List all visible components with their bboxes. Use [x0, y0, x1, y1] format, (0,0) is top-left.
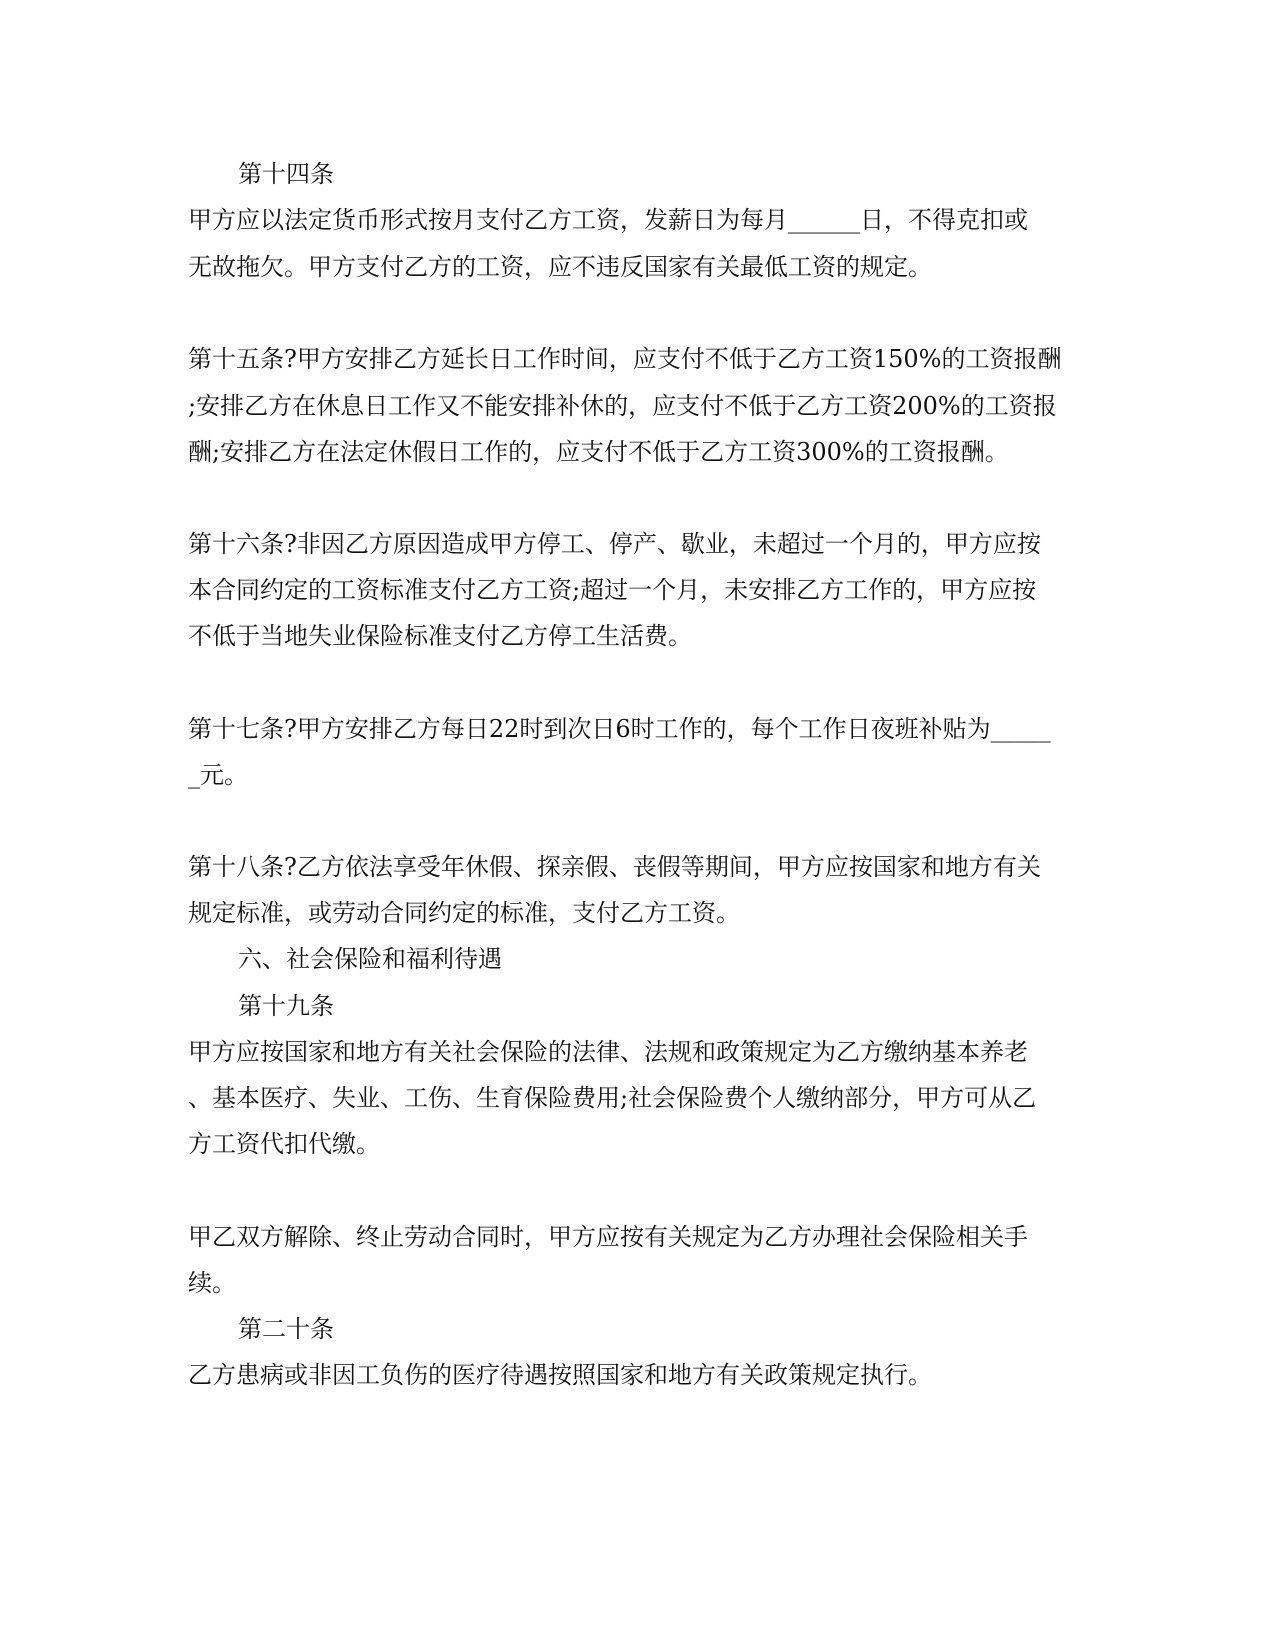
article-16-line-2: 本合同约定的工资标准支付乙方工资;超过一个月，未安排乙方工作的，甲方应按 [188, 576, 1037, 604]
article-16-line-1: 第十六条?非因乙方原因造成甲方停工、停产、歇业，未超过一个月的，甲方应按 [188, 530, 1041, 558]
section-6-heading: 六、社会保险和福利待遇 [238, 945, 502, 973]
article-15-line-2: ;安排乙方在休息日工作又不能安排补休的，应支付不低于乙方工资200%的工资报 [188, 392, 1057, 420]
article-18-line-2: 规定标准，或劳动合同约定的标准，支付乙方工资。 [188, 899, 740, 927]
article-18-line-1: 第十八条?乙方依法享受年休假、探亲假、丧假等期间，甲方应按国家和地方有关 [188, 853, 1041, 881]
article-19-line-3: 方工资代扣代缴。 [188, 1130, 380, 1158]
termination-line-1: 甲乙双方解除、终止劳动合同时，甲方应按有关规定为乙方办理社会保险相关手 [188, 1223, 1028, 1251]
article-17-line-2: _元。 [188, 761, 248, 789]
article-19-line-1: 甲方应按国家和地方有关社会保险的法律、法规和政策规定为乙方缴纳基本养老 [188, 1038, 1028, 1066]
termination-line-2: 续。 [188, 1269, 236, 1297]
article-17-line-1: 第十七条?甲方安排乙方每日22时到次日6时工作的，每个工作日夜班补贴为_____ [188, 715, 1051, 743]
article-16-line-3: 不低于当地失业保险标准支付乙方停工生活费。 [188, 622, 692, 650]
article-15-line-1: 第十五条?甲方安排乙方延长日工作时间，应支付不低于乙方工资150%的工资报酬 [188, 345, 1062, 373]
article-15-line-3: 酬;安排乙方在法定休假日工作的，应支付不低于乙方工资300%的工资报酬。 [188, 438, 1009, 466]
article-14-heading: 第十四条 [238, 160, 334, 188]
article-20-line-1: 乙方患病或非因工负伤的医疗待遇按照国家和地方有关政策规定执行。 [188, 1361, 932, 1389]
article-20-heading: 第二十条 [238, 1315, 334, 1343]
article-14-line-2: 无故拖欠。甲方支付乙方的工资，应不违反国家有关最低工资的规定。 [188, 253, 932, 281]
article-19-line-2: 、基本医疗、失业、工伤、生育保险费用;社会保险费个人缴纳部分，甲方可从乙 [188, 1084, 1037, 1112]
article-14-line-1: 甲方应以法定货币形式按月支付乙方工资，发薪日为每月______日，不得克扣或 [188, 206, 1028, 234]
article-19-heading: 第十九条 [238, 992, 334, 1020]
